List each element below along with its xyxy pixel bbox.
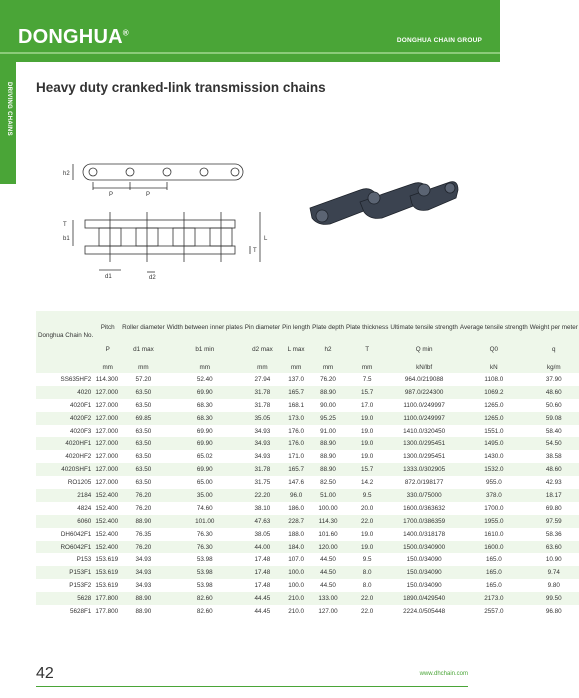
table-cell: 90.00	[320, 401, 336, 409]
table-cell: 1600.0/363632	[403, 504, 446, 512]
table-cell: 19.0	[361, 414, 374, 422]
unit-cell	[36, 361, 94, 373]
label-b1: b1	[63, 236, 70, 242]
label-l: L	[264, 236, 268, 242]
table-cell: 19.0	[361, 543, 374, 551]
table-cell: 95.25	[320, 414, 336, 422]
col-header-plate-depth: Plate depth	[312, 323, 344, 331]
table-cell: 2224.0/505448	[403, 607, 446, 615]
table-row	[36, 412, 579, 425]
table-row	[36, 605, 579, 618]
chain-number-cell: P153F2	[69, 582, 92, 590]
plan-plate-top	[85, 220, 235, 228]
label-p2: P	[146, 192, 151, 198]
table-cell: 100.0	[288, 569, 304, 577]
table-cell: 100.00	[318, 504, 338, 512]
table-cell: 74.60	[196, 504, 213, 512]
table-cell: 48.60	[545, 388, 562, 396]
symbol-cell: d1 max	[133, 346, 154, 353]
table-cell: 63.50	[135, 466, 152, 474]
table-cell: 34.93	[135, 582, 152, 590]
table-cell: 27.94	[254, 375, 271, 383]
table-row	[36, 515, 579, 528]
table-cell: 58.40	[545, 427, 562, 435]
col-header-pin-length: Pin length	[282, 323, 311, 331]
table-cell: 44.50	[320, 569, 336, 577]
brand-logo	[18, 26, 129, 49]
table-cell: 44.00	[254, 543, 271, 551]
table-cell: 177.800	[95, 607, 119, 615]
table-cell: 42.93	[545, 479, 562, 487]
table-cell: 150.0/34090	[406, 569, 442, 577]
table-cell: 1532.0	[484, 466, 504, 474]
table-cell: 63.50	[135, 453, 152, 461]
table-cell: 168.1	[288, 401, 304, 409]
table-cell: 47.63	[254, 517, 271, 525]
section-tab	[0, 62, 16, 184]
table-cell: 1069.2	[484, 388, 504, 396]
table-cell: 152.400	[95, 491, 119, 499]
table-cell: 153.619	[95, 556, 119, 564]
table-cell: 17.48	[254, 569, 271, 577]
table-cell: 165.0	[485, 556, 502, 564]
table-cell: 101.00	[195, 517, 215, 525]
table-cell: 99.50	[545, 595, 562, 603]
label-t: T	[63, 222, 67, 228]
table-cell: 186.0	[288, 504, 304, 512]
chain-number-cell: 4020	[77, 388, 92, 396]
table-cell: 1495.0	[484, 440, 504, 448]
chain-product-image	[300, 168, 460, 248]
table-cell: 44.50	[320, 582, 336, 590]
chain-number-cell: 5628F1	[69, 607, 92, 615]
table-cell: 150.0/34090	[406, 556, 442, 564]
table-cell: 153.619	[95, 569, 119, 577]
table-cell: 22.20	[254, 491, 271, 499]
table-cell: 88.90	[135, 595, 152, 603]
table-cell: 50.60	[545, 401, 562, 409]
table-cell: 91.00	[320, 427, 336, 435]
unit-cell: kN/lbf	[416, 363, 433, 371]
table-cell: 34.93	[254, 453, 271, 461]
table-cell: 177.800	[95, 595, 119, 603]
table-body	[36, 373, 579, 618]
pin-icon	[89, 168, 97, 176]
table-cell: 69.85	[135, 414, 152, 422]
table-cell: 76.35	[135, 530, 152, 538]
table-cell: 96.0	[289, 491, 303, 499]
table-cell: 127.000	[95, 479, 119, 487]
table-cell: 150.0/34090	[406, 582, 442, 590]
table-cell: 9.74	[547, 569, 560, 577]
table-cell: 58.36	[545, 530, 562, 538]
table-cell: 1100.0/249997	[403, 414, 445, 422]
table-cell: 127.000	[95, 440, 119, 448]
table-cell: 19.0	[361, 530, 374, 538]
pin-icon	[231, 168, 239, 176]
table-cell: 964.0/219088	[404, 375, 444, 383]
table-cell: 34.93	[254, 440, 271, 448]
table-cell: 127.000	[95, 401, 119, 409]
table-cell: 210.0	[288, 595, 304, 603]
table-cell: 15.7	[361, 388, 374, 396]
label-d1: d1	[105, 274, 112, 280]
table-row	[36, 399, 579, 412]
symbol-cell: d2 max	[252, 346, 273, 353]
table-cell: 59.08	[545, 414, 562, 422]
table-cell: 1430.0	[484, 453, 504, 461]
table-cell: 165.7	[288, 466, 304, 474]
chain-number-cell: RO1205	[67, 479, 92, 487]
symbol-cell: h2	[324, 346, 332, 353]
table-cell: 10.90	[545, 556, 562, 564]
table-cell: 76.30	[196, 543, 213, 551]
table-row	[36, 553, 579, 566]
col-header-width-inner-plates: Width between inner plates	[166, 323, 243, 331]
table-cell: 210.0	[288, 607, 304, 615]
unit-cell: kg/m	[546, 363, 561, 371]
footer-rule	[36, 686, 468, 687]
table-cell: 330.0/75000	[406, 491, 442, 499]
table-cell: 65.00	[196, 479, 213, 487]
table-cell: 63.50	[135, 427, 152, 435]
table-cell: 2557.0	[484, 607, 504, 615]
table-cell: 171.0	[288, 453, 304, 461]
unit-cell: mm	[257, 363, 268, 371]
table-cell: 44.45	[254, 595, 271, 603]
table-cell: 101.60	[318, 530, 338, 538]
table-cell: 107.0	[288, 556, 304, 564]
chain-number-cell: 4824	[77, 504, 92, 512]
table-cell: 35.05	[254, 414, 271, 422]
chain-number-cell: 4020F3	[69, 427, 92, 435]
table-cell: 48.60	[545, 466, 562, 474]
chain-number-cell: SS635HF2	[60, 375, 92, 383]
table-cell: 63.50	[135, 388, 152, 396]
table-cell: 19.0	[361, 440, 374, 448]
table-cell: 9.5	[362, 491, 372, 499]
table-cell: 152.400	[95, 517, 119, 525]
table-cell: 1300.0/295451	[403, 453, 446, 461]
table-cell: 9.5	[362, 556, 372, 564]
website-link[interactable]: www.dhchain.com	[419, 671, 468, 677]
table-cell: 31.75	[254, 479, 271, 487]
table-row	[36, 437, 579, 450]
table-cell: 34.93	[254, 427, 271, 435]
table-cell: 1500.0/340900	[403, 543, 446, 551]
table-cell: 69.90	[196, 427, 213, 435]
group-label: DONGHUA CHAIN GROUP	[396, 37, 482, 44]
table-cell: 955.0	[485, 479, 502, 487]
table-cell: 22.0	[361, 595, 374, 603]
table-cell: 165.7	[288, 388, 304, 396]
table-cell: 176.0	[288, 440, 304, 448]
table-cell: 152.400	[95, 543, 119, 551]
col-header-plate-thickness: Plate thickness	[346, 323, 389, 331]
table-cell: 137.0	[288, 375, 304, 383]
table-cell: 100.0	[288, 582, 304, 590]
table-cell: 88.90	[320, 466, 336, 474]
table-cell: 97.59	[545, 517, 562, 525]
table-cell: 153.619	[95, 582, 119, 590]
table-cell: 22.0	[361, 517, 374, 525]
col-header-chain-no: Donghua Chain No.	[38, 332, 94, 340]
unit-cell: mm	[138, 363, 149, 371]
table-cell: 52.40	[196, 375, 213, 383]
chain-number-cell: P153	[76, 556, 92, 564]
table-cell: 8.0	[362, 569, 372, 577]
symbol-cell: b1 min	[195, 346, 215, 353]
chain-number-cell: 2184	[77, 491, 92, 499]
table-cell: 69.90	[196, 388, 213, 396]
table-cell: 63.50	[135, 401, 152, 409]
pin-icon	[200, 168, 208, 176]
table-cell: 88.90	[135, 607, 152, 615]
table-cell: 15.7	[361, 466, 374, 474]
table-cell: 88.90	[135, 517, 152, 525]
table-cell: 18.17	[545, 491, 562, 499]
table-cell: 9.80	[547, 582, 560, 590]
table-cell: 14.2	[361, 479, 374, 487]
table-row	[36, 541, 579, 554]
col-header-pin-diameter: Pin diameter	[244, 323, 281, 331]
table-cell: 127.000	[95, 388, 119, 396]
table-cell: 1333.0/302905	[403, 466, 446, 474]
table-cell: 69.90	[196, 440, 213, 448]
table-cell: 127.000	[95, 414, 119, 422]
table-row	[36, 566, 579, 579]
table-cell: 127.000	[95, 453, 119, 461]
table-cell: 69.90	[196, 466, 213, 474]
col-header-roller-diameter: Roller diameter	[122, 323, 165, 331]
table-row	[36, 502, 579, 515]
spec-table	[36, 311, 579, 618]
table-cell: 20.0	[361, 504, 374, 512]
table-cell: 127.00	[318, 607, 338, 615]
col-header-ultimate-tensile: Ultimate tensile strength	[390, 323, 458, 331]
table-cell: 987.0/224300	[404, 388, 444, 396]
table-cell: 1890.0/429540	[403, 595, 446, 603]
chain-diagram	[55, 150, 305, 280]
table-cell: 88.90	[320, 440, 336, 448]
chain-number-cell: 4020HF1	[65, 440, 92, 448]
table-cell: 127.000	[95, 466, 119, 474]
pin-icon	[126, 168, 134, 176]
table-cell: 53.98	[196, 582, 213, 590]
table-cell: 114.30	[318, 517, 338, 525]
table-cell: 1610.0	[484, 530, 504, 538]
table-cell: 1600.0	[484, 543, 504, 551]
chain-number-cell: P153F1	[69, 569, 92, 577]
table-cell: 31.78	[254, 388, 271, 396]
table-cell: 22.0	[361, 607, 374, 615]
table-cell: 88.90	[320, 388, 336, 396]
brand-name: DONGHUA	[18, 26, 123, 48]
table-cell: 133.00	[318, 595, 338, 603]
table-row	[36, 386, 579, 399]
table-row	[36, 476, 579, 489]
chain-number-cell: DH6042F1	[60, 530, 92, 538]
table-cell: 152.400	[95, 530, 119, 538]
table-cell: 44.50	[320, 556, 336, 564]
unit-cell: mm	[290, 363, 302, 371]
table-cell: 1700.0/386359	[403, 517, 446, 525]
table-cell: 63.50	[135, 440, 152, 448]
table-row	[36, 579, 579, 592]
table-cell: 63.50	[135, 479, 152, 487]
table-cell: 38.05	[254, 530, 271, 538]
table-cell: 127.000	[95, 427, 119, 435]
table-cell: 35.00	[196, 491, 213, 499]
table-cell: 8.0	[362, 582, 372, 590]
chain-number-cell: 4020F2	[69, 414, 92, 422]
table-cell: 1955.0	[484, 517, 504, 525]
chain-number-cell: 4020F1	[69, 401, 92, 409]
table-cell: 1410.0/320450	[403, 427, 446, 435]
pin-icon	[163, 168, 171, 176]
symbol-cell: P	[105, 346, 110, 353]
label-p1: P	[109, 192, 114, 198]
table-cell: 34.93	[135, 556, 152, 564]
table-cell: 228.7	[288, 517, 304, 525]
col-header-pitch: Pitch	[100, 323, 115, 331]
label-h2: h2	[63, 171, 70, 177]
table-cell: 38.10	[254, 504, 271, 512]
table-cell: 1400.0/318178	[403, 530, 446, 538]
chain-number-cell: RO6042F1	[60, 543, 92, 551]
table-header-row	[36, 311, 579, 344]
table-cell: 17.0	[361, 401, 374, 409]
table-cell: 872.0/198177	[404, 479, 444, 487]
chain-number-cell: 4020SHF1	[61, 466, 92, 474]
chain-number-cell: 6060	[77, 517, 92, 525]
table-cell: 38.58	[545, 453, 562, 461]
unit-cell: mm	[102, 363, 113, 371]
table-symbol-row	[36, 344, 579, 361]
page-number: 42	[36, 665, 54, 682]
table-cell: 19.0	[361, 427, 374, 435]
symbol-cell: Q0	[489, 346, 499, 353]
table-cell: 69.80	[545, 504, 562, 512]
table-cell: 1108.0	[484, 375, 504, 383]
table-cell: 31.78	[254, 401, 271, 409]
header-divider	[0, 52, 500, 54]
chain-number-cell: 4020HF2	[65, 453, 92, 461]
table-cell: 2173.0	[484, 595, 504, 603]
table-cell: 165.0	[485, 569, 502, 577]
table-cell: 1551.0	[484, 427, 504, 435]
unit-cell: mm	[322, 363, 334, 371]
table-row	[36, 450, 579, 463]
table-cell: 76.20	[135, 543, 152, 551]
table-row	[36, 425, 579, 438]
table-cell: 82.60	[196, 595, 213, 603]
symbol-cell: T	[365, 346, 370, 353]
unit-cell: kN	[489, 363, 498, 371]
page-title: Heavy duty cranked-link transmission chains	[36, 80, 326, 95]
table-cell: 51.00	[320, 491, 336, 499]
table-cell: 53.98	[196, 556, 213, 564]
table-cell: 44.45	[254, 607, 271, 615]
table-cell: 82.50	[320, 479, 336, 487]
table-cell: 57.20	[135, 375, 152, 383]
table-cell: 1100.0/249997	[403, 401, 445, 409]
table-cell: 76.30	[196, 530, 213, 538]
page-header	[0, 0, 500, 62]
table-cell: 82.60	[196, 607, 213, 615]
table-cell: 31.78	[254, 466, 271, 474]
symbol-cell: q	[552, 346, 556, 353]
table-unit-row	[36, 361, 579, 373]
table-cell: 184.0	[288, 543, 304, 551]
table-cell: 54.50	[545, 440, 562, 448]
unit-cell: mm	[361, 363, 373, 371]
table-cell: 19.0	[361, 453, 374, 461]
table-cell: 165.0	[485, 582, 502, 590]
table-cell: 120.00	[318, 543, 338, 551]
table-cell: 1700.0	[484, 504, 504, 512]
table-cell: 17.48	[254, 556, 271, 564]
label-d2: d2	[149, 275, 156, 281]
table-cell: 34.93	[135, 569, 152, 577]
table-cell: 147.6	[288, 479, 304, 487]
unit-cell: mm	[199, 363, 211, 371]
table-cell: 188.0	[288, 530, 304, 538]
label-t2: T	[253, 248, 257, 254]
table-cell: 65.02	[196, 453, 213, 461]
table-cell: 76.20	[320, 375, 336, 383]
table-cell: 76.20	[135, 491, 152, 499]
table-row	[36, 528, 579, 541]
registered-mark: ®	[122, 28, 129, 38]
section-tab-label: DRIVING CHAINS	[6, 82, 12, 136]
symbol-cell: L max	[287, 346, 305, 353]
table-cell: 96.80	[545, 607, 562, 615]
symbol-cell: Q min	[415, 346, 433, 353]
table-row	[36, 463, 579, 476]
table-row	[36, 373, 579, 386]
table-cell: 17.48	[254, 582, 271, 590]
table-row	[36, 592, 579, 605]
table-cell: 114.300	[95, 375, 119, 383]
table-cell: 88.90	[320, 453, 336, 461]
col-header-weight: Weight per meter	[529, 323, 578, 331]
table-cell: 68.30	[196, 401, 213, 409]
table-cell: 1265.0	[484, 401, 504, 409]
table-cell: 173.0	[288, 414, 304, 422]
col-header-average-tensile: Average tensile strength	[459, 323, 528, 331]
table-cell: 1300.0/295451	[403, 440, 446, 448]
chain-number-cell: 5628	[77, 595, 92, 603]
table-cell: 76.20	[135, 504, 152, 512]
table-cell: 1265.0	[484, 414, 504, 422]
table-row	[36, 489, 579, 502]
table-cell: 63.60	[545, 543, 562, 551]
table-cell: 152.400	[95, 504, 119, 512]
table-cell: 7.5	[362, 375, 372, 383]
table-cell: 176.0	[288, 427, 304, 435]
table-cell: 68.30	[196, 414, 213, 422]
plan-plate-bottom	[85, 246, 235, 254]
table-cell: 378.0	[485, 491, 502, 499]
table-cell: 53.98	[196, 569, 213, 577]
table-cell: 37.90	[545, 375, 562, 383]
